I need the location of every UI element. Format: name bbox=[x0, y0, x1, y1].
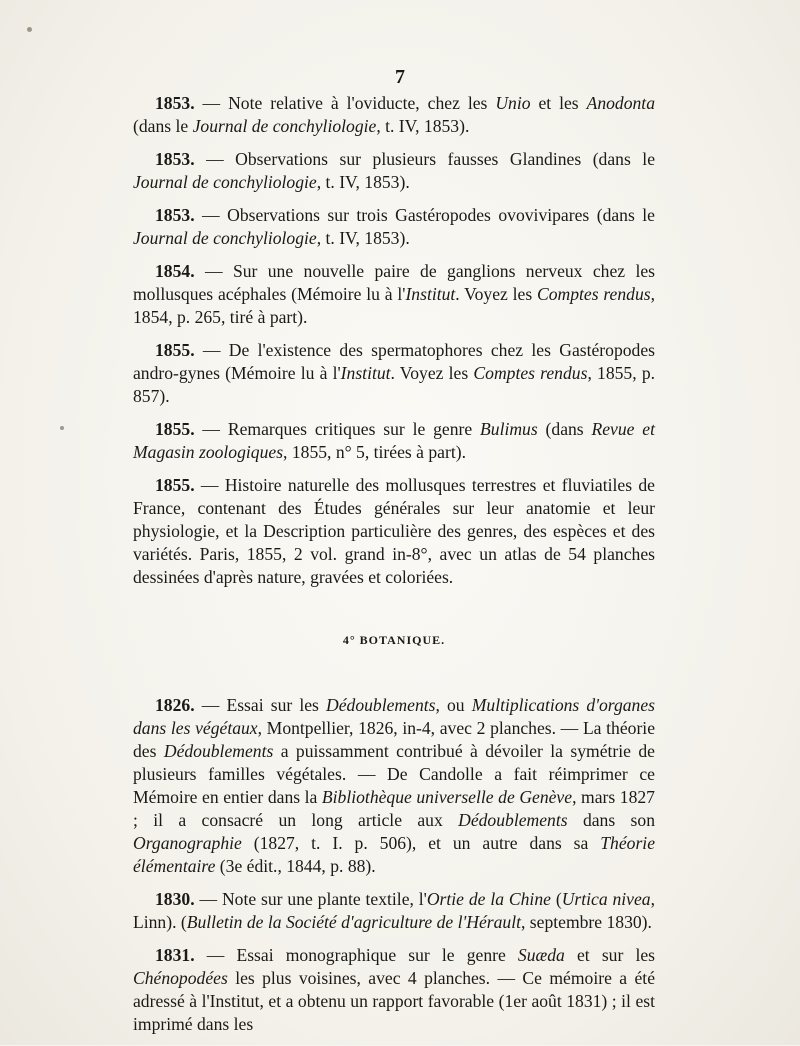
entry-italic-text: Suæda bbox=[517, 945, 565, 965]
entry-year: 1855. bbox=[155, 475, 195, 495]
zoology-entries bbox=[133, 92, 655, 589]
bibliography-entry bbox=[133, 474, 655, 589]
entry-italic-text: Chénopodées bbox=[133, 968, 228, 988]
entry-italic-text: Ortie de la Chine bbox=[426, 889, 551, 909]
bibliography-entry bbox=[133, 694, 655, 878]
entry-text: — Essai sur les bbox=[194, 695, 327, 715]
entry-text: dans son bbox=[567, 810, 655, 830]
entry-italic-text: Revue et Magasin zoologiques bbox=[133, 419, 655, 462]
entry-italic-text: Unio bbox=[495, 93, 531, 113]
entry-italic-text: Journal de conchyliologie bbox=[133, 228, 317, 248]
entry-italic-text: Urtica nivea bbox=[561, 889, 651, 909]
entry-text: , t. IV, 1853). bbox=[316, 172, 410, 192]
bibliography-entry bbox=[133, 92, 655, 138]
ink-spot bbox=[60, 426, 64, 430]
entry-text: les plus voisines, avec 4 planches. — Ce mémoire a été adressé à l'Institut, et a obtenu un rapport favorable (1er août 1831) ; il est imprimé dans les bbox=[133, 968, 655, 1034]
entry-text: — Note sur une plante textile, l' bbox=[194, 889, 427, 909]
entry-text: ( bbox=[550, 889, 562, 909]
entry-text: , 1854, p. 265, tiré à part). bbox=[133, 284, 656, 327]
entry-text: — Remarques critiques sur le genre bbox=[194, 419, 481, 439]
entry-text: — Observations sur plusieurs fausses Glandines (dans le bbox=[194, 149, 655, 169]
bibliography-entry bbox=[133, 418, 655, 464]
entry-italic-text: Multiplications d'organes dans les végétaux bbox=[133, 695, 655, 738]
ink-spot bbox=[27, 27, 32, 32]
entry-year: 1826. bbox=[155, 695, 195, 715]
entry-text: (1827, t. I. p. 506), et un autre dans sa bbox=[241, 833, 601, 853]
bibliography-entry bbox=[133, 204, 655, 250]
page-number: 7 bbox=[395, 66, 405, 88]
bibliography-entry bbox=[133, 148, 655, 194]
entry-text: . Voyez les bbox=[455, 284, 537, 304]
entry-text: — Sur une nouvelle paire de ganglions nerveux chez les mollusques acéphales (Mémoire lu à l' bbox=[133, 261, 655, 304]
entry-text: , 1855, p. 857). bbox=[133, 363, 656, 406]
entry-text: , mars 1827 ; il a consacré un long article aux bbox=[133, 787, 655, 830]
entry-text: , 1855, n° 5, tirées à part). bbox=[283, 442, 466, 462]
entry-text: a puissamment contribué à dévoiler la symétrie de plusieurs familles végétales. — De Candolle a fait réimprimer ce Mémoire en entier dans la bbox=[133, 741, 655, 807]
entry-italic-text: Organographie bbox=[133, 833, 242, 853]
entry-italic-text: Institut bbox=[405, 284, 456, 304]
bibliography-entry bbox=[133, 260, 655, 329]
entry-year: 1830. bbox=[155, 889, 195, 909]
section-heading: 4° BOTANIQUE. bbox=[342, 633, 446, 647]
entry-text: et les bbox=[530, 93, 587, 113]
botany-entries bbox=[133, 694, 655, 1036]
entry-year: 1855. bbox=[155, 340, 195, 360]
entry-italic-text: Journal de conchyliologie bbox=[192, 116, 377, 136]
entry-text: , Linn). ( bbox=[133, 889, 656, 932]
entry-text: (3e édit., 1844, p. 88). bbox=[215, 856, 376, 876]
entry-text: et sur les bbox=[564, 945, 655, 965]
entry-year: 1853. bbox=[155, 93, 195, 113]
entry-text: , t. IV, 1853). bbox=[376, 116, 470, 136]
entry-text: — Essai monographique sur le genre bbox=[194, 945, 518, 965]
entry-italic-text: Journal de conchyliologie bbox=[133, 172, 317, 192]
entry-text: — Note relative à l'oviducte, chez les bbox=[194, 93, 496, 113]
entry-text: , t. IV, 1853). bbox=[316, 228, 410, 248]
entry-text: , ou bbox=[435, 695, 472, 715]
entry-year: 1853. bbox=[155, 205, 195, 225]
entry-text: — Histoire naturelle des mollusques terrestres et fluviatiles de France, contenant des Études générales sur leur anatomie et leur physiologie, et la Description particulière des genres, des espèces et des variétés. Paris, 1855, 2 vol. grand in-8°, avec un atlas de 54 planches dessinées d'après nature, gravées et coloriées. bbox=[133, 475, 655, 587]
entry-italic-text: Comptes rendus bbox=[473, 363, 588, 383]
bibliography-entry bbox=[133, 944, 655, 1036]
entry-year: 1831. bbox=[155, 945, 195, 965]
entry-text: , septembre 1830). bbox=[521, 912, 652, 932]
entry-italic-text: Dédoublements bbox=[458, 810, 568, 830]
entry-year: 1855. bbox=[155, 419, 195, 439]
entry-italic-text: Institut bbox=[340, 363, 391, 383]
entry-italic-text: Bibliothèque universelle de Genève bbox=[321, 787, 573, 807]
bibliography-entry bbox=[133, 339, 655, 408]
entry-year: 1854. bbox=[155, 261, 195, 281]
entry-text: (dans bbox=[537, 419, 592, 439]
entry-italic-text: Bulletin de la Société d'agriculture de l'Hérault bbox=[186, 912, 521, 932]
entry-year: 1853. bbox=[155, 149, 195, 169]
entry-italic-text: Dédoublements bbox=[326, 695, 436, 715]
text-column bbox=[133, 92, 655, 1046]
entry-text: — Observations sur trois Gastéropodes ovovivipares (dans le bbox=[194, 205, 655, 225]
entry-italic-text: Dédoublements bbox=[163, 741, 274, 761]
bibliography-entry bbox=[133, 888, 655, 934]
entry-italic-text: Comptes rendus bbox=[536, 284, 651, 304]
entry-text: — De l'existence des spermatophores chez les Gastéropodes andro-gynes (Mémoire lu à l' bbox=[133, 340, 655, 383]
entry-text: (dans le bbox=[133, 116, 193, 136]
entry-text: . Voyez les bbox=[390, 363, 474, 383]
entry-italic-text: Anodonta bbox=[586, 93, 655, 113]
entry-text: , Montpellier, 1826, in-4, avec 2 planches. — La théorie des bbox=[133, 718, 655, 761]
entry-italic-text: Théorie élémentaire bbox=[133, 833, 655, 876]
entry-italic-text: Bulimus bbox=[480, 419, 538, 439]
